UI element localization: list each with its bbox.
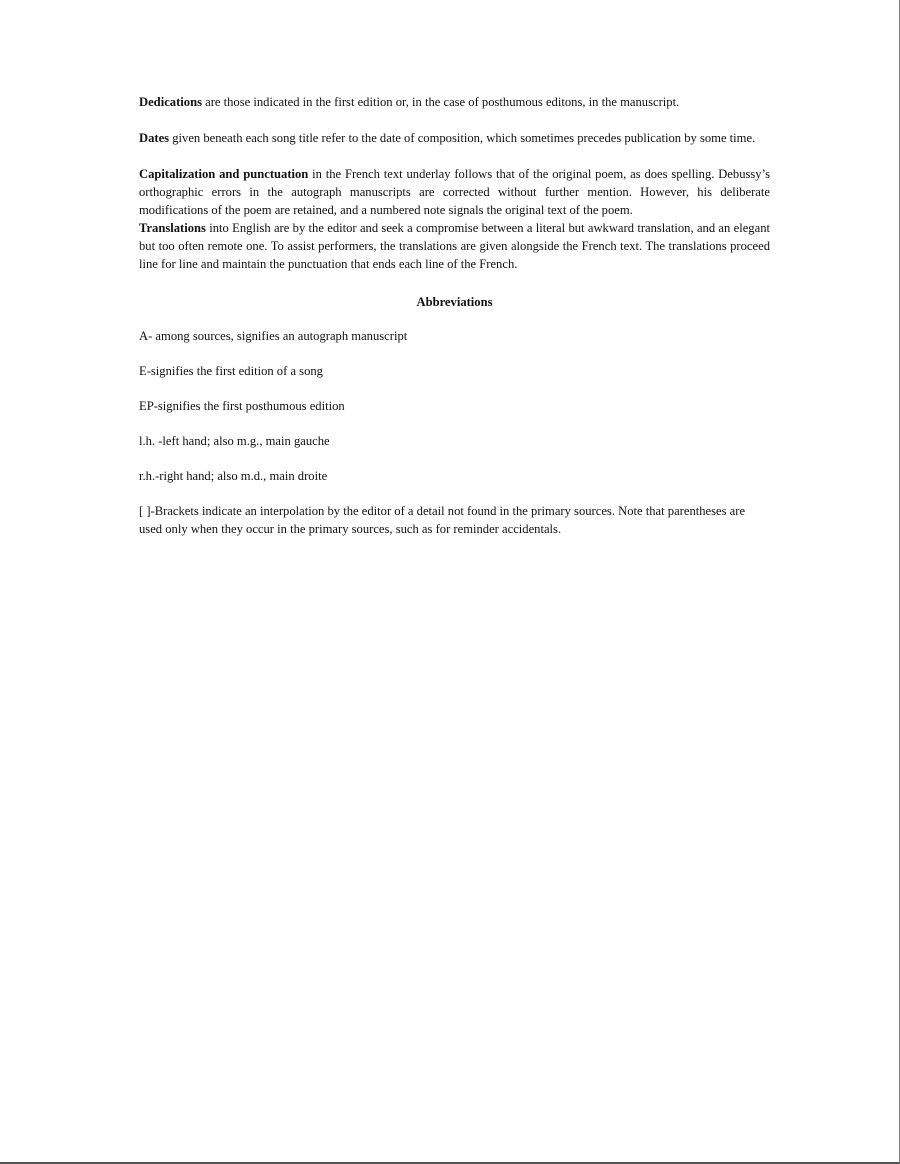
abbreviation-item: A- among sources, signifies an autograph manuscript xyxy=(139,329,408,343)
translations-paragraph xyxy=(139,219,770,273)
translations-text: into English are by the editor and seek a compromise between a literal but awkward translation, and an elegant but too often remote one. To assist performers, the translations are given alongside the French text. The translations proceed line for line and maintain the punctuation that ends each line of the French. xyxy=(139,221,770,271)
capitalization-term: Capitalization and punctuation xyxy=(139,167,309,181)
capitalization-text: in the French text underlay follows that of the original poem, as does spelling. Debussy’s orthographic errors in the autograph manuscripts are corrected without further mention. However, his deliberate modifications of the poem are retained, and a numbered note signals the original text of the poem. xyxy=(139,167,770,217)
capitalization-paragraph xyxy=(139,165,770,219)
translations-term: Translations xyxy=(139,221,206,235)
dates-term: Dates xyxy=(139,131,170,145)
abbreviation-item: [ ]-Brackets indicate an interpolation by the editor of a detail not found in the primary sources. Note that parentheses are used only when they occur in the primary sources, such as for reminder accidentals. xyxy=(139,504,746,536)
abbreviation-item: EP-signifies the first posthumous edition xyxy=(139,399,345,413)
dates-paragraph xyxy=(139,129,770,147)
dedications-paragraph xyxy=(139,93,770,111)
abbreviations-heading: Abbreviations xyxy=(416,295,493,309)
dedications-text: are those indicated in the first edition or, in the case of posthumous editons, in the manuscript. xyxy=(201,95,680,109)
abbreviation-item: r.h.-right hand; also m.d., main droite xyxy=(139,469,328,483)
page-content xyxy=(139,93,770,555)
dates-text: given beneath each song title refer to the date of composition, which sometimes precedes publication by some time. xyxy=(169,131,756,145)
abbreviation-item: E-signifies the first edition of a song xyxy=(139,364,323,378)
dedications-term: Dedications xyxy=(139,95,202,109)
abbreviation-item: l.h. -left hand; also m.g., main gauche xyxy=(139,434,330,448)
